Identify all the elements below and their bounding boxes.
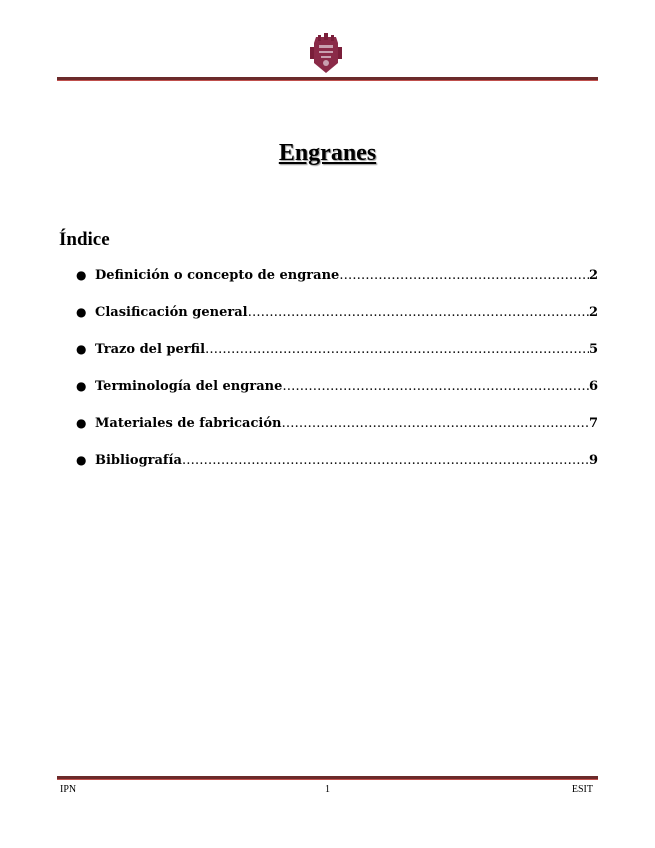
document-title: Engranes [278,140,377,166]
toc-item-label: Trazo del perfil [95,342,206,357]
toc-item-label: Terminología del engrane [95,379,283,394]
toc-item-page: 9 [588,453,598,468]
toc-item-page: 7 [588,416,598,431]
toc-item-definicion[interactable] [76,268,598,305]
toc-item-page: 2 [588,305,598,320]
toc-item-trazo[interactable] [76,342,598,379]
toc-item-bibliografia[interactable] [76,453,598,490]
ipn-logo-icon [310,33,342,75]
footer-page-number: 1 [325,784,330,795]
table-of-contents [76,268,598,490]
toc-item-label: Materiales de fabricación [95,416,282,431]
bullet-icon: ● [76,268,87,282]
dot-leader [339,268,589,283]
toc-item-label: Definición o concepto de engrane [95,268,340,283]
bullet-icon: ● [76,379,87,393]
bullet-icon: ● [76,416,87,430]
index-heading: Índice [59,229,110,250]
bullet-icon: ● [76,453,87,467]
footer-school: ESIT [571,784,593,795]
header-rule [57,77,598,81]
bullet-icon: ● [76,342,87,356]
footer-institution: IPN [60,784,77,795]
toc-item-page: 5 [588,342,598,357]
bullet-icon: ● [76,305,87,319]
dot-leader [248,305,589,320]
toc-item-materiales[interactable] [76,416,598,453]
dot-leader [282,379,589,394]
footer-rule [57,776,598,780]
toc-item-label: Clasificación general [95,305,248,320]
dot-leader [182,453,589,468]
toc-item-label: Bibliografía [95,453,182,468]
dot-leader [281,416,589,431]
toc-item-page: 2 [588,268,598,283]
dot-leader [205,342,589,357]
toc-item-terminologia[interactable] [76,379,598,416]
toc-item-clasificacion[interactable] [76,305,598,342]
toc-item-page: 6 [588,379,598,394]
